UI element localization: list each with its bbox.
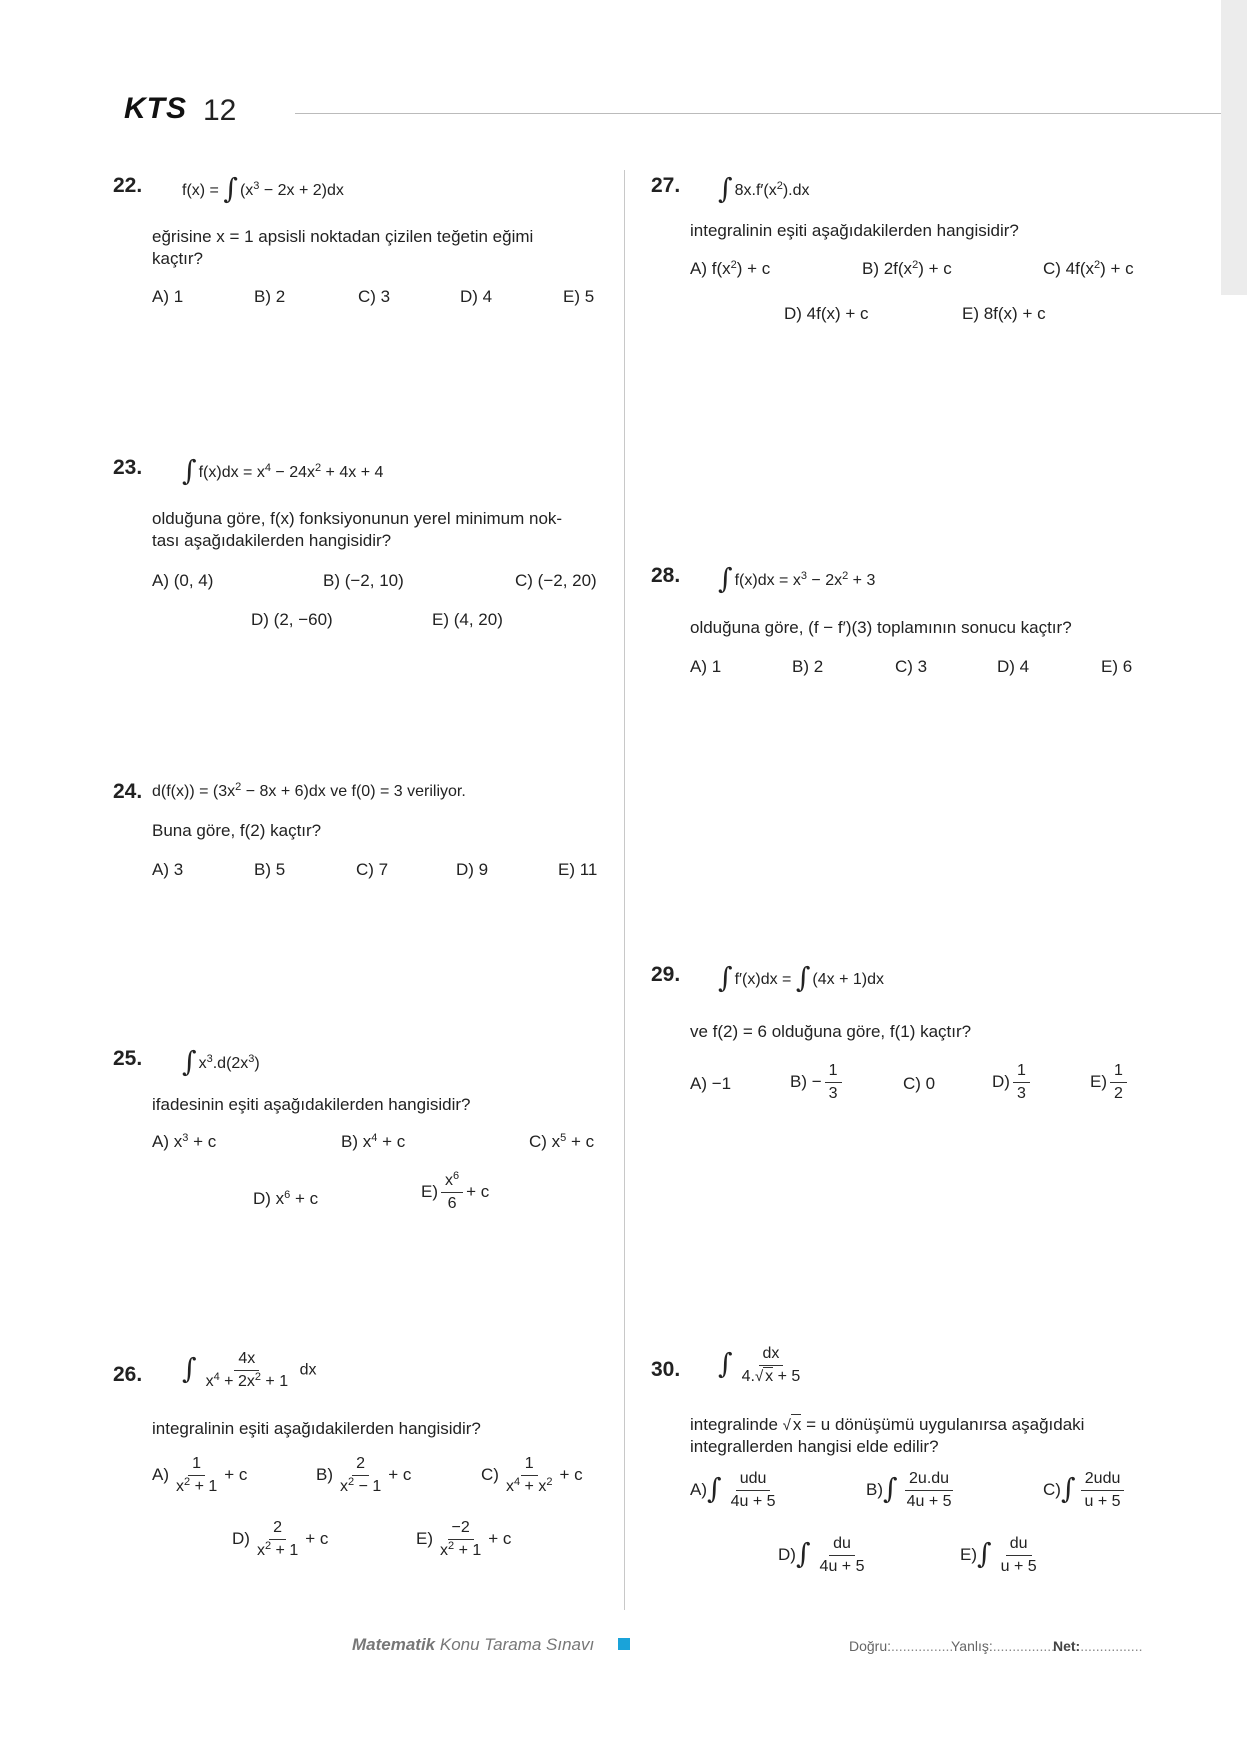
q23-expression: ∫ $f(x)dx = x^4 - 24x^2 + 4x + 4$ [182, 454, 384, 487]
q26-option-c[interactable]: C) $\frac{1}{x^4 + x^2}$ + c [481, 1455, 583, 1495]
q29-expression: ∫ f′(x)dx = ∫ (4x + 1)dx [718, 961, 885, 994]
q30-option-a[interactable]: A)∫ $\frac{\text{udu}}{4u + 5}$ [690, 1470, 776, 1510]
integral-icon: ∫ [182, 1351, 197, 1385]
q22-option-c[interactable]: C) 3 [358, 287, 391, 306]
q23-text-line1: olduğuna göre, f(x) fonksiyonunun yerel minimum nok- [152, 509, 563, 528]
q24-option-c[interactable]: C) 7 [356, 860, 389, 879]
q27-text: integralinin eşiti aşağıdakilerden hangisidir? [690, 221, 1019, 240]
q30-option-e[interactable]: E)∫ $\frac{du}{u + 5}$ [960, 1535, 1037, 1575]
page-number: 12 [203, 94, 237, 127]
footer-subject: Matematik [352, 1635, 436, 1654]
q22-option-e[interactable]: E) 5 [563, 287, 595, 306]
score-dogru-blank[interactable]: ................ [891, 1638, 954, 1654]
integral-icon: ∫ [182, 1045, 197, 1078]
q27-expression: ∫ $8x.f'(x^2).dx$ [718, 172, 810, 205]
q27-option-a[interactable]: A) $f(x^2) + c$ [690, 259, 771, 278]
q30-text-line1: integralinde √ x = u dönüşümü uygulanırsa aşağıdaki [690, 1415, 1085, 1434]
brand-logo: KTS [124, 92, 187, 125]
q27-number: 27. [651, 174, 681, 197]
q24-number: 24. [113, 780, 143, 803]
q26-option-b[interactable]: B) $\frac{2}{x^2 - 1}$ + c [316, 1455, 412, 1495]
q27-option-d[interactable]: D) 4f(x) + c [784, 304, 869, 323]
q23-text-line2: tası aşağıdakilerden hangisidir? [152, 531, 392, 550]
q26-option-d[interactable]: D) $\frac{2}{x^2 + 1}$ + c [232, 1519, 329, 1559]
footer-square-icon [618, 1638, 630, 1650]
q28-option-e[interactable]: E) 6 [1101, 657, 1133, 676]
q30-option-b[interactable]: B)∫ $\frac{2u.du}{4u + 5}$ [866, 1470, 952, 1510]
integral-icon: ∫ [707, 1471, 722, 1505]
score-net-label: Net: [1053, 1638, 1081, 1654]
q22-option-a[interactable]: A) 1 [152, 287, 184, 306]
q28-number: 28. [651, 564, 681, 587]
q25-option-b[interactable]: B) $x^4 + c$ [341, 1132, 406, 1151]
header-rule [295, 113, 1225, 114]
q27-option-b[interactable]: B) $2f(x^2) + c$ [862, 259, 952, 278]
q23-option-b[interactable]: B) (−2, 10) [323, 571, 404, 590]
q29-option-b[interactable]: B) − $\frac{1}{3}$ [790, 1062, 845, 1103]
footer-title [352, 1635, 594, 1655]
integral-icon: ∫ [182, 454, 197, 487]
score-yanlis-blank[interactable]: ................ [992, 1638, 1055, 1654]
q24-option-b[interactable]: B) 5 [254, 860, 286, 879]
q22-expression: f(x) = ∫ $(x^3 - 2x + 2)dx$ [182, 172, 344, 205]
integral-icon: ∫ [1060, 1471, 1076, 1505]
integral-icon: ∫ [718, 961, 733, 994]
q25-option-a[interactable]: A) $x^3 + c$ [152, 1132, 217, 1151]
footer-subtitle: Konu Tarama Sınavı [439, 1635, 595, 1654]
q29-option-d[interactable]: D) $\frac{1}{3}$ [992, 1062, 1033, 1103]
q28-option-b[interactable]: B) 2 [792, 657, 824, 676]
integral-icon: ∫ [223, 172, 238, 205]
q25-text: ifadesinin eşiti aşağıdakilerden hangisidir? [152, 1095, 471, 1114]
q22-option-d[interactable]: D) 4 [460, 287, 493, 306]
q25-option-c[interactable]: C) $x^5 + c$ [529, 1132, 595, 1151]
q22-lead: f(x) = [182, 182, 219, 199]
q22-option-b[interactable]: B) 2 [254, 287, 286, 306]
integral-icon: ∫ [883, 1471, 898, 1505]
score-net [1053, 1638, 1142, 1654]
q28-option-d[interactable]: D) 4 [997, 657, 1030, 676]
q25-option-e[interactable]: E) $\frac{x^6}{6}$ + c [421, 1170, 490, 1212]
integral-icon: ∫ [718, 172, 733, 205]
q26-text: integralinin eşiti aşağıdakilerden hangisidir? [152, 1419, 481, 1438]
q28-expression: ∫ $f(x)dx = x^3 - 2x^2 + 3$ [718, 562, 876, 595]
score-yanlis [951, 1638, 1055, 1654]
q27-option-e[interactable]: E) 8f(x) + c [962, 304, 1046, 323]
q25-option-d[interactable]: D) $x^6 + c$ [253, 1189, 319, 1208]
integral-icon: ∫ [795, 961, 811, 994]
q23-option-d[interactable]: D) (2, −60) [251, 610, 333, 629]
integral-icon: ∫ [718, 1346, 733, 1380]
q28-text: olduğuna göre, (f − f′)(3) toplamının sonucu kaçtır? [690, 618, 1072, 637]
q24-option-d[interactable]: D) 9 [456, 860, 489, 879]
edge-strip [1221, 0, 1247, 295]
q29-option-e[interactable]: E) $\frac{1}{2}$ [1090, 1062, 1130, 1103]
q25-expression: ∫ $x^3.d(2x^3)$ [182, 1045, 260, 1078]
q23-option-a[interactable]: A) (0, 4) [152, 571, 214, 590]
score-net-blank[interactable]: ................ [1080, 1638, 1143, 1654]
score-yanlis-label: Yanlış: [951, 1638, 993, 1654]
q30-number: 30. [651, 1358, 681, 1381]
q30-text-part1: integralinde [690, 1415, 778, 1434]
q30-option-c[interactable]: C)∫ $\frac{\text{2udu}}{u + 5}$ [1043, 1470, 1128, 1511]
integral-icon: ∫ [795, 1536, 811, 1570]
column-divider [624, 170, 625, 1610]
q24-option-e[interactable]: E) 11 [558, 860, 598, 879]
q30-expression: ∫ $\frac{dx}{4.√ x + 5}$ [718, 1345, 801, 1385]
q30-option-d[interactable]: D)∫ $\frac{du}{4u + 5}$ [778, 1535, 865, 1575]
q26-option-a[interactable]: A) $\frac{1}{x^2 + 1}$ + c [152, 1455, 248, 1495]
q24-option-a[interactable]: A) 3 [152, 860, 184, 879]
score-dogru-label: Doğru: [849, 1638, 892, 1654]
integral-icon: ∫ [718, 562, 733, 595]
q30-text-line2: integrallerden hangisi elde edilir? [690, 1437, 939, 1456]
q28-option-a[interactable]: A) 1 [690, 657, 722, 676]
q23-option-e[interactable]: E) (4, 20) [432, 610, 503, 629]
q23-number: 23. [113, 456, 143, 479]
q28-option-c[interactable]: C) 3 [895, 657, 928, 676]
q29-text: ve f(2) = 6 olduğuna göre, f(1) kaçtır? [690, 1022, 972, 1041]
q26-number: 26. [113, 1363, 143, 1386]
q30-text-part2: dönüşümü uygulanırsa aşağıdaki [834, 1415, 1085, 1434]
score-dogru [849, 1638, 953, 1654]
q22-number: 22. [113, 174, 143, 197]
q25-number: 25. [113, 1047, 143, 1070]
q27-option-c[interactable]: C) $4f(x^2) + c$ [1043, 259, 1134, 278]
q26-expression: ∫ $\frac{4x}{x^4 + 2x^2 + 1}$ dx [182, 1350, 317, 1390]
q29-number: 29. [651, 963, 681, 986]
q26-option-e[interactable]: E) $\frac{-2}{x^2 + 1}$ + c [416, 1519, 512, 1559]
q29-option-a[interactable]: A) −1 [690, 1074, 732, 1093]
q24-expression: $d(f(x)) = (3x^2 - 8x + 6)dx$ ve f(0) = 3 veriliyor. [152, 781, 466, 800]
q22-text: eğrisine x = 1 apsisli noktadan çizilen teğetin eğimi kaçtır? [152, 227, 534, 268]
q24-text: Buna göre, f(2) kaçtır? [152, 821, 322, 840]
integral-icon: ∫ [977, 1536, 992, 1570]
q23-option-c[interactable]: C) (−2, 20) [515, 571, 597, 590]
q29-option-c[interactable]: C) 0 [903, 1074, 936, 1093]
